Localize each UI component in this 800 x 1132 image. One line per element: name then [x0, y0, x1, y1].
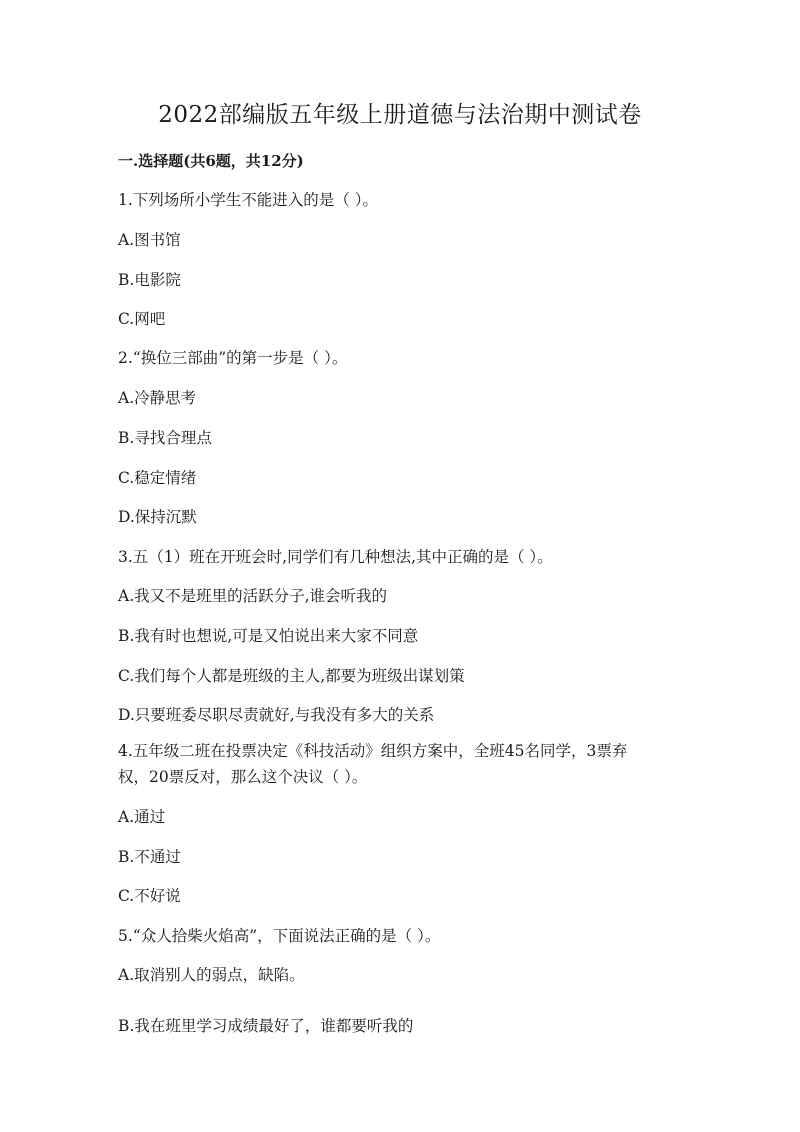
question-4-option-b: B.不通过 — [118, 848, 181, 866]
question-5-option-b: B.我在班里学习成绩最好了，谁都要听我的 — [118, 1017, 414, 1035]
section-heading: 一.选择题(共6题，共12分) — [118, 152, 304, 170]
question-1-option-a: A.图书馆 — [118, 231, 181, 249]
question-3-option-c: C.我们每个人都是班级的主人,都要为班级出谋划策 — [118, 667, 465, 685]
question-2-option-c: C.稳定情绪 — [118, 469, 197, 487]
page-title: 2022部编版五年级上册道德与法治期中测试卷 — [158, 102, 642, 128]
question-1-option-b: B.电影院 — [118, 271, 181, 289]
question-1-stem: 1.下列场所小学生不能进入的是（ ）。 — [118, 191, 378, 209]
question-2-stem: 2.“换位三部曲”的第一步是（ ）。 — [118, 349, 348, 367]
question-3-option-b: B.我有时也想说,可是又怕说出来大家不同意 — [118, 627, 419, 645]
question-3-option-d: D.只要班委尽职尽责就好,与我没有多大的关系 — [118, 706, 435, 724]
question-2-option-b: B.寻找合理点 — [118, 429, 212, 447]
question-4-option-a: A.通过 — [118, 808, 166, 826]
question-5-option-a: A.取消别人的弱点，缺陷。 — [118, 966, 305, 984]
question-3-option-a: A.我又不是班里的活跃分子,谁会听我的 — [118, 587, 388, 605]
question-4-option-c: C.不好说 — [118, 887, 181, 905]
question-3-stem: 3.五（1）班在开班会时,同学们有几种想法,其中正确的是（ ）。 — [118, 548, 553, 566]
question-1-option-c: C.网吧 — [118, 310, 166, 328]
question-2-option-a: A.冷静思考 — [118, 389, 197, 407]
question-5-stem: 5.“众人拾柴火焰高”，下面说法正确的是（ ）。 — [118, 927, 441, 945]
question-4-stem: 4.五年级二班在投票决定《科技活动》组织方案中，全班45名同学，3票弃权，20票反对，那么这个决议（ ）。 — [118, 742, 628, 786]
question-2-option-d: D.保持沉默 — [118, 508, 197, 526]
